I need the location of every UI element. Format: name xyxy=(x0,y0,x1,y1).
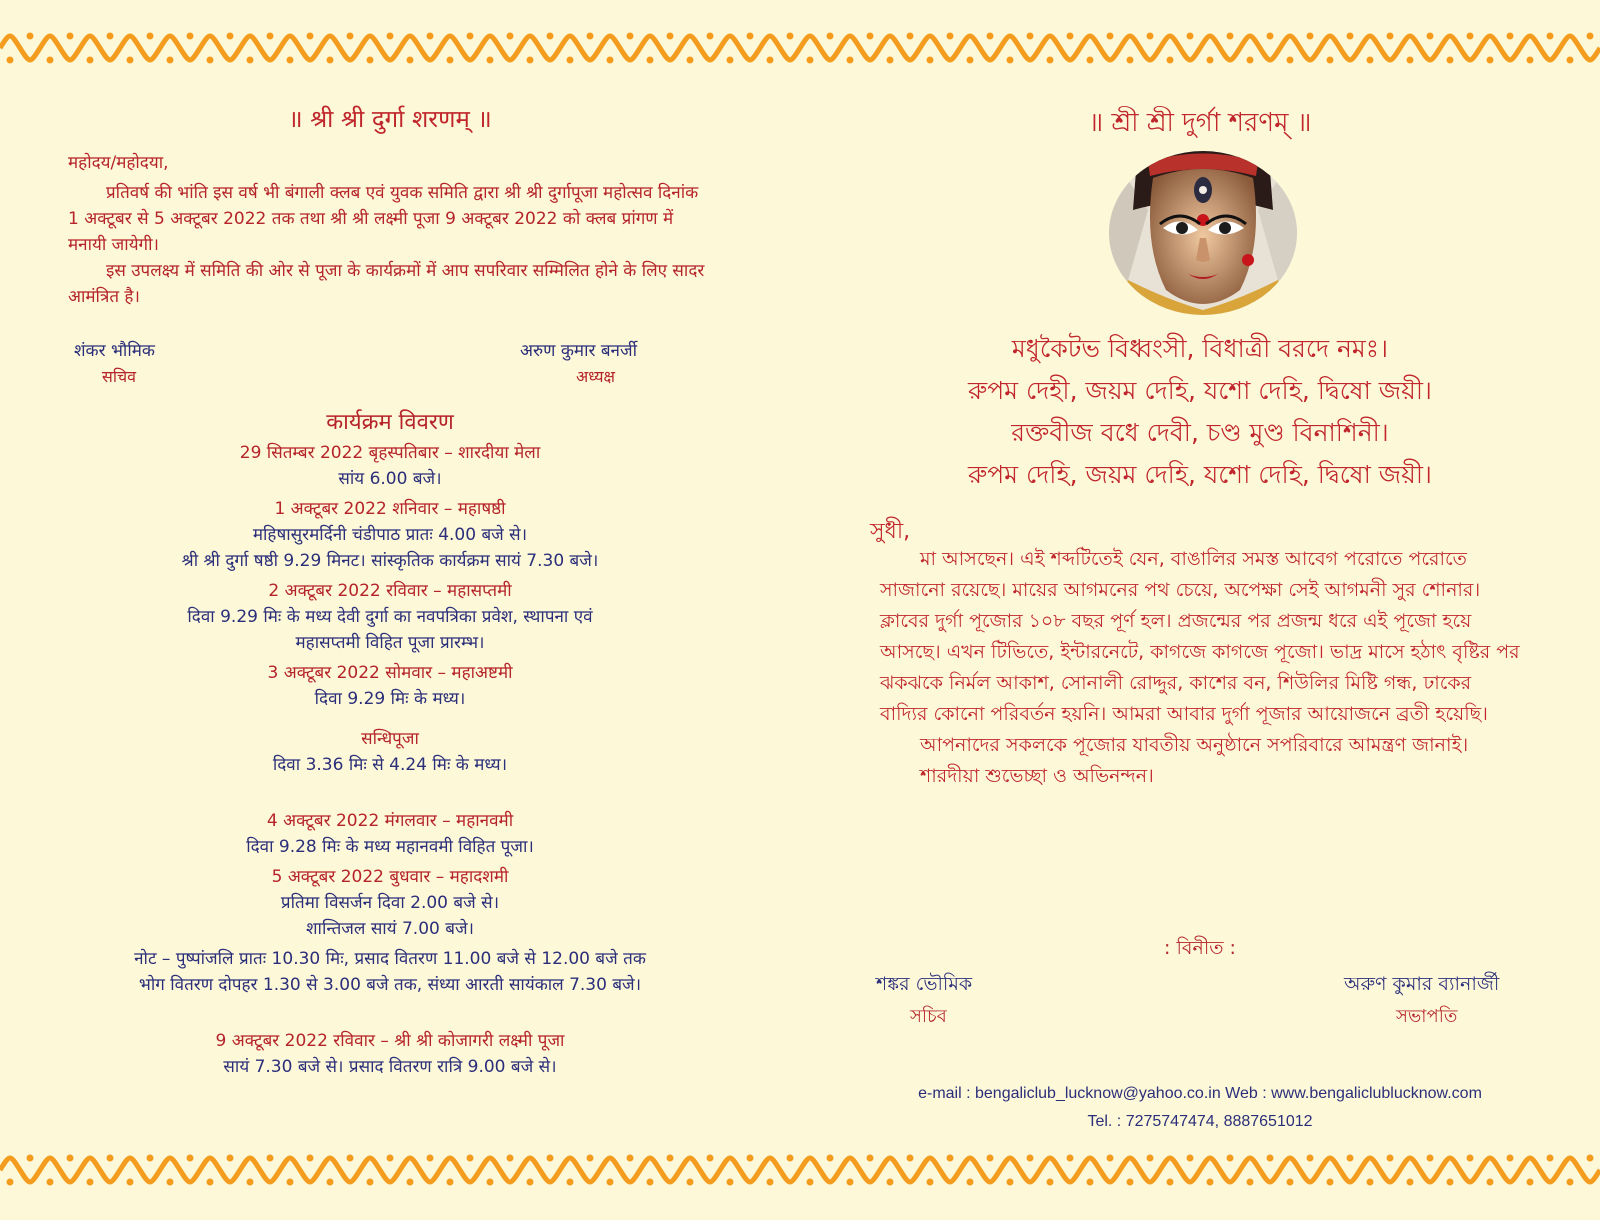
wave-dot xyxy=(1047,57,1054,64)
schedule-event-detail: दिवा 9.28 मिः के मध्य महानवमी विहित पूजा। xyxy=(246,837,534,857)
hindi-invitation-text xyxy=(68,180,708,310)
bengali-invitation-text xyxy=(880,544,1520,792)
wave-dot xyxy=(1047,1179,1054,1186)
wave-dot xyxy=(1007,1179,1014,1186)
wave-dot xyxy=(187,1155,194,1162)
wave-dot xyxy=(387,33,394,40)
wave-dot xyxy=(187,33,194,40)
schedule-event-heading: 9 अक्टूबर 2022 रविवार – श्री श्री कोजागरी लक्ष्मी पूजा xyxy=(215,1031,565,1051)
wave-dot xyxy=(1327,1179,1334,1186)
wave-dot xyxy=(947,1155,954,1162)
hindi-president-name: अरुण कुमार बनर्जी xyxy=(520,341,637,361)
wave-dot xyxy=(887,57,894,64)
wave-dot xyxy=(147,1155,154,1162)
wave-dot xyxy=(1207,57,1214,64)
wave-dot xyxy=(907,33,914,40)
schedule-note: भोग वितरण दोपहर 1.30 से 3.00 बजे तक, संध्या आरती सायंकाल 7.30 बजे। xyxy=(138,975,642,995)
schedule-event-detail: दिवा 3.36 मिः से 4.24 मिः के मध्य। xyxy=(272,755,508,775)
wave-dot xyxy=(807,57,814,64)
contact-info xyxy=(860,1080,1540,1136)
hindi-heading: ॥ श्री श्री दुर्गा शरणम् ॥ xyxy=(288,105,492,133)
wave-dot xyxy=(667,33,674,40)
wave-dot xyxy=(787,33,794,40)
wave-dot xyxy=(1347,33,1354,40)
schedule-event-detail: प्रतिमा विसर्जन दिवा 2.00 बजे से। xyxy=(280,893,500,913)
wave-dot xyxy=(87,1179,94,1186)
wave-dot xyxy=(1447,57,1454,64)
wave-dot xyxy=(647,57,654,64)
wave-dot xyxy=(27,1155,34,1162)
wave-dot xyxy=(1287,1179,1294,1186)
bengali-president-name: অরুণ কুমার ব্যানার্জী xyxy=(1344,973,1500,995)
wave-dot xyxy=(1527,1179,1534,1186)
wave-dot xyxy=(547,33,554,40)
schedule-event-heading: 1 अक्टूबर 2022 शनिवार – महाषष्ठी xyxy=(274,499,506,519)
wave-dot xyxy=(1467,1155,1474,1162)
wave-dot xyxy=(1107,33,1114,40)
program-title: कार्यक्रम विवरण xyxy=(326,410,454,435)
wave-dot xyxy=(467,33,474,40)
wave-dot xyxy=(167,1179,174,1186)
wave-dot xyxy=(1367,1179,1374,1186)
wave-dot xyxy=(247,57,254,64)
wave-dot xyxy=(1387,1155,1394,1162)
wave-dot xyxy=(667,1155,674,1162)
shloka-line: মধুকৈটভ বিধ্বংসী, বিধাত্রী বরদে নমঃ। xyxy=(1011,334,1389,363)
shloka-line: রুপম দেহী, জয়ম দেহি, যশো দেহি, দ্বিষো জয়ী। xyxy=(968,376,1432,405)
hindi-paragraph: इस उपलक्ष्य में समिति की ओर से पूजा के कार्यक्रमों में आप सपरिवार सम्मिलित होने के लिए सादर आमंत्रित है। xyxy=(68,261,705,307)
wave-dot xyxy=(727,1179,734,1186)
wave-dot xyxy=(347,33,354,40)
wave-dot xyxy=(1327,57,1334,64)
wave-dot xyxy=(207,57,214,64)
wave-dot xyxy=(447,1179,454,1186)
wave-dot xyxy=(447,57,454,64)
wave-dot xyxy=(827,33,834,40)
wave-dot xyxy=(367,1179,374,1186)
wave-dot xyxy=(607,1179,614,1186)
wave-dot xyxy=(1487,1179,1494,1186)
wave-dot xyxy=(1347,1155,1354,1162)
wave-dot xyxy=(1487,57,1494,64)
bengali-paragraph: শারদীয়া শুভেচ্ছা ও অভিনন্দন। xyxy=(920,765,1154,787)
wave-dot xyxy=(927,1179,934,1186)
wave-dot xyxy=(1167,57,1174,64)
bengali-secretary-name: শঙ্কর ভৌমিক xyxy=(876,973,973,995)
schedule-event-detail: दिवा 9.29 मिः के मध्य। xyxy=(314,689,466,709)
schedule-event-heading: 2 अक्टूबर 2022 रविवार – महासप्तमी xyxy=(268,581,512,601)
schedule-event-heading: 5 अक्टूबर 2022 बुधवार – महादशमी xyxy=(271,867,509,887)
wave-dot xyxy=(287,1179,294,1186)
bengali-president-role: সভাপতি xyxy=(1396,1006,1458,1027)
wave-dot xyxy=(47,57,54,64)
wave-dot xyxy=(1247,57,1254,64)
telephone: Tel. : 7275747474, 8887651012 xyxy=(1087,1113,1313,1130)
shloka-line: রক্তবীজ বধে দেবী, চণ্ড মুণ্ড বিনাশিনী। xyxy=(1011,418,1389,447)
goddess-durga-image xyxy=(1108,150,1298,316)
bengali-secretary-role: সচিব xyxy=(910,1006,947,1027)
wave-dot xyxy=(827,1155,834,1162)
schedule-event-detail: शान्तिजल सायं 7.00 बजे। xyxy=(305,919,474,939)
wave-dot xyxy=(1587,33,1594,40)
wave-dot xyxy=(147,33,154,40)
wave-dot xyxy=(1107,1155,1114,1162)
wave-dot xyxy=(107,1155,114,1162)
wave-dot xyxy=(1227,33,1234,40)
wave-dot xyxy=(1067,33,1074,40)
hindi-secretary-role: सचिव xyxy=(102,367,137,386)
wave-dot xyxy=(67,1155,74,1162)
wave-dot xyxy=(247,1179,254,1186)
wave-dot xyxy=(1267,1155,1274,1162)
wave-dot xyxy=(567,1179,574,1186)
wave-dot xyxy=(507,1155,514,1162)
wave-dot xyxy=(1027,33,1034,40)
wave-dot xyxy=(947,33,954,40)
hindi-invitation-panel xyxy=(60,88,720,1140)
wave-dot xyxy=(267,33,274,40)
wave-dot xyxy=(1167,1179,1174,1186)
wave-dot xyxy=(347,1155,354,1162)
wave-dot xyxy=(1567,1179,1574,1186)
schedule-event-detail: महिषासुरमर्दिनी चंडीपाठ प्रातः 4.00 बजे से। xyxy=(252,525,528,545)
program-schedule xyxy=(60,440,720,1080)
wave-dot xyxy=(127,1179,134,1186)
wave-dot xyxy=(107,33,114,40)
wave-dot xyxy=(1387,33,1394,40)
wave-dot xyxy=(307,33,314,40)
wave-dot xyxy=(407,57,414,64)
wave-dot xyxy=(967,57,974,64)
bengali-invitation-panel xyxy=(860,88,1540,1140)
wave-dot xyxy=(1067,1155,1074,1162)
wave-dot xyxy=(1427,1155,1434,1162)
wave-dot xyxy=(647,1179,654,1186)
wave-dot xyxy=(1567,57,1574,64)
wave-dot xyxy=(707,33,714,40)
wave-dot xyxy=(1307,33,1314,40)
wave-dot xyxy=(747,1155,754,1162)
wave-dot xyxy=(487,1179,494,1186)
wave-dot xyxy=(587,1155,594,1162)
wave-dot xyxy=(527,1179,534,1186)
wave-dot xyxy=(167,57,174,64)
wave-dot xyxy=(327,1179,334,1186)
wave-dot xyxy=(27,33,34,40)
wave-dot xyxy=(307,1155,314,1162)
wave-dot xyxy=(507,33,514,40)
wave-dot xyxy=(327,57,334,64)
wave-dot xyxy=(47,1179,54,1186)
wave-dot xyxy=(567,57,574,64)
wave-dot xyxy=(967,1179,974,1186)
schedule-event-heading: 29 सितम्बर 2022 बृहस्पतिबार – शारदीया मेला xyxy=(239,443,541,463)
wave-dot xyxy=(1207,1179,1214,1186)
wave-dot xyxy=(867,1155,874,1162)
wave-dot xyxy=(627,1155,634,1162)
wave-dot xyxy=(287,57,294,64)
wave-dot xyxy=(607,57,614,64)
wave-dot xyxy=(767,1179,774,1186)
wave-dot xyxy=(1127,1179,1134,1186)
hindi-secretary-name: शंकर भौमिक xyxy=(74,341,155,361)
wave-dot xyxy=(987,33,994,40)
wave-dot xyxy=(267,1155,274,1162)
wave-dot xyxy=(627,33,634,40)
wave-dot xyxy=(707,1155,714,1162)
wave-dot xyxy=(67,33,74,40)
wave-line xyxy=(0,1158,1600,1182)
bengali-heading: ॥ শ্রী শ্রী দুর্গা শরণম্ ॥ xyxy=(1088,108,1312,138)
wave-dot xyxy=(427,1155,434,1162)
email-website: e-mail : bengaliclub_lucknow@yahoo.co.in Web : www.bengaliclublucknow.com xyxy=(918,1085,1482,1102)
wave-dot xyxy=(687,1179,694,1186)
wave-dot xyxy=(1547,33,1554,40)
bottom-wave-border xyxy=(0,1150,1600,1190)
wave-dot xyxy=(227,1155,234,1162)
wave-dot xyxy=(1287,57,1294,64)
wave-dot xyxy=(1187,1155,1194,1162)
wave-dot xyxy=(1407,1179,1414,1186)
wave-dot xyxy=(727,57,734,64)
wave-dot xyxy=(987,1155,994,1162)
hindi-salutation: महोदय/महोदया, xyxy=(68,153,169,173)
top-wave-border xyxy=(0,28,1600,68)
schedule-event-detail: महासप्तमी विहित पूजा प्रारम्भ। xyxy=(295,633,485,653)
wave-dot xyxy=(1427,33,1434,40)
wave-dot xyxy=(1227,1155,1234,1162)
wave-dot xyxy=(587,33,594,40)
wave-dot xyxy=(407,1179,414,1186)
wave-dot xyxy=(1027,1155,1034,1162)
schedule-event-detail: दिवा 9.29 मिः के मध्य देवी दुर्गा का नवपत्रिका प्रवेश, स्थापना एवं xyxy=(187,607,593,627)
schedule-event-detail: श्री श्री दुर्गा षष्ठी 9.29 मिनट। सांस्कृतिक कार्यक्रम सायं 7.30 बजे। xyxy=(181,551,599,571)
wave-dot xyxy=(887,1179,894,1186)
wave-dot xyxy=(1307,1155,1314,1162)
wave-dot xyxy=(687,57,694,64)
wave-dot xyxy=(927,57,934,64)
wave-dot xyxy=(487,57,494,64)
wave-dot xyxy=(1447,1179,1454,1186)
schedule-event-detail: सायं 7.30 बजे से। प्रसाद वितरण रात्रि 9.00 बजे से। xyxy=(223,1057,557,1077)
wave-dot xyxy=(1467,33,1474,40)
wave-dot xyxy=(1087,57,1094,64)
wave-dot xyxy=(1007,57,1014,64)
bengali-greeting: সুধী, xyxy=(870,519,911,544)
wave-dot xyxy=(7,1179,14,1186)
schedule-event-heading: 3 अक्टूबर 2022 सोमवार – महाअष्टमी xyxy=(267,663,513,683)
wave-dot xyxy=(907,1155,914,1162)
wave-dot xyxy=(1127,57,1134,64)
wave-dot xyxy=(367,57,374,64)
wave-dot xyxy=(1407,57,1414,64)
wave-dot xyxy=(207,1179,214,1186)
wave-dot xyxy=(807,1179,814,1186)
wave-dot xyxy=(847,57,854,64)
wave-dot xyxy=(1247,1179,1254,1186)
durga-shloka xyxy=(860,328,1540,496)
wave-dot xyxy=(867,33,874,40)
shloka-line: রুপম দেহি, জয়ম দেহি, যশো দেহি, দ্বিষো জয়ী। xyxy=(968,460,1432,489)
wave-dot xyxy=(747,33,754,40)
schedule-event-heading: सन्धिपूजा xyxy=(361,729,419,749)
wave-dot xyxy=(847,1179,854,1186)
wave-dot xyxy=(1187,33,1194,40)
wave-dot xyxy=(1147,1155,1154,1162)
wave-dot xyxy=(87,57,94,64)
hindi-paragraph: प्रतिवर्ष की भांति इस वर्ष भी बंगाली क्लब एवं युवक समिति द्वारा श्री श्री दुर्गापूजा महोत्सव दिनांक 1 अक्टूबर से 5 अक्टूबर 2022 तक तथा श्री श्री लक्ष्मी पूजा 9 अक्टूबर 2022 को क्लब प्रांगण में मनायी जायेगी। xyxy=(68,183,699,255)
wave-dot xyxy=(547,1155,554,1162)
wave-dot xyxy=(1507,33,1514,40)
wave-dot xyxy=(1367,57,1374,64)
wave-dot xyxy=(1507,1155,1514,1162)
wave-dot xyxy=(127,57,134,64)
schedule-note: नोट – पुष्पांजलि प्रातः 10.30 मिः, प्रसाद वितरण 11.00 बजे से 12.00 बजे तक xyxy=(134,949,646,969)
wave-dot xyxy=(227,33,234,40)
wave-dot xyxy=(1267,33,1274,40)
wave-dot xyxy=(767,57,774,64)
bengali-paragraph: আপনাদের সকলকে পূজোর যাবতীয় অনুষ্ঠানে সপরিবারে আমন্ত্রণ জানাই। xyxy=(920,734,1469,756)
wave-dot xyxy=(387,1155,394,1162)
bengali-paragraph: মা আসছেন। এই শব্দটিতেই যেন, বাঙালির সমস্ত আবেগ পরোতে পরোতে সাজানো রয়েছে। মায়ের আগমনের পথ চেয়ে, অপেক্ষা সেই আগমনী সুর শোনার। ক্লাবের দুর্গা পূজোর ১০৮ বছর পূর্ণ হল। প্রজন্মের পর প্রজন্ম ধরে এই পূজো হয়ে আসছে। এখন টিভিতে, ইন্টারনেটে, কাগজে কাগজে পূজো। ভাদ্র মাসে হঠাৎ বৃষ্টির পর ঝকঝকে নির্মল আকাশ, সোনালী রোদ্দুর, কাশের বন, শিউলির মিষ্টি গন্ধ, ঢাকের বাদ্যির কোনো পরিবর্তন হয়নি। আমরা আবার দুর্গা পূজার আয়োজনে ব্রতী হয়েছি। xyxy=(880,548,1520,725)
wave-dot xyxy=(7,57,14,64)
schedule-event-detail: सांय 6.00 बजे। xyxy=(338,469,442,489)
wave-dot xyxy=(1587,1155,1594,1162)
vineet-label: : বিনীত : xyxy=(1164,937,1236,959)
wave-dot xyxy=(467,1155,474,1162)
wave-dot xyxy=(1147,33,1154,40)
schedule-event-heading: 4 अक्टूबर 2022 मंगलवार – महानवमी xyxy=(266,811,514,831)
wave-line xyxy=(0,36,1600,60)
wave-dot xyxy=(1527,57,1534,64)
hindi-president-role: अध्यक्ष xyxy=(576,367,615,386)
wave-dot xyxy=(787,1155,794,1162)
wave-dot xyxy=(427,33,434,40)
wave-dot xyxy=(1087,1179,1094,1186)
wave-dot xyxy=(527,57,534,64)
wave-dot xyxy=(1547,1155,1554,1162)
